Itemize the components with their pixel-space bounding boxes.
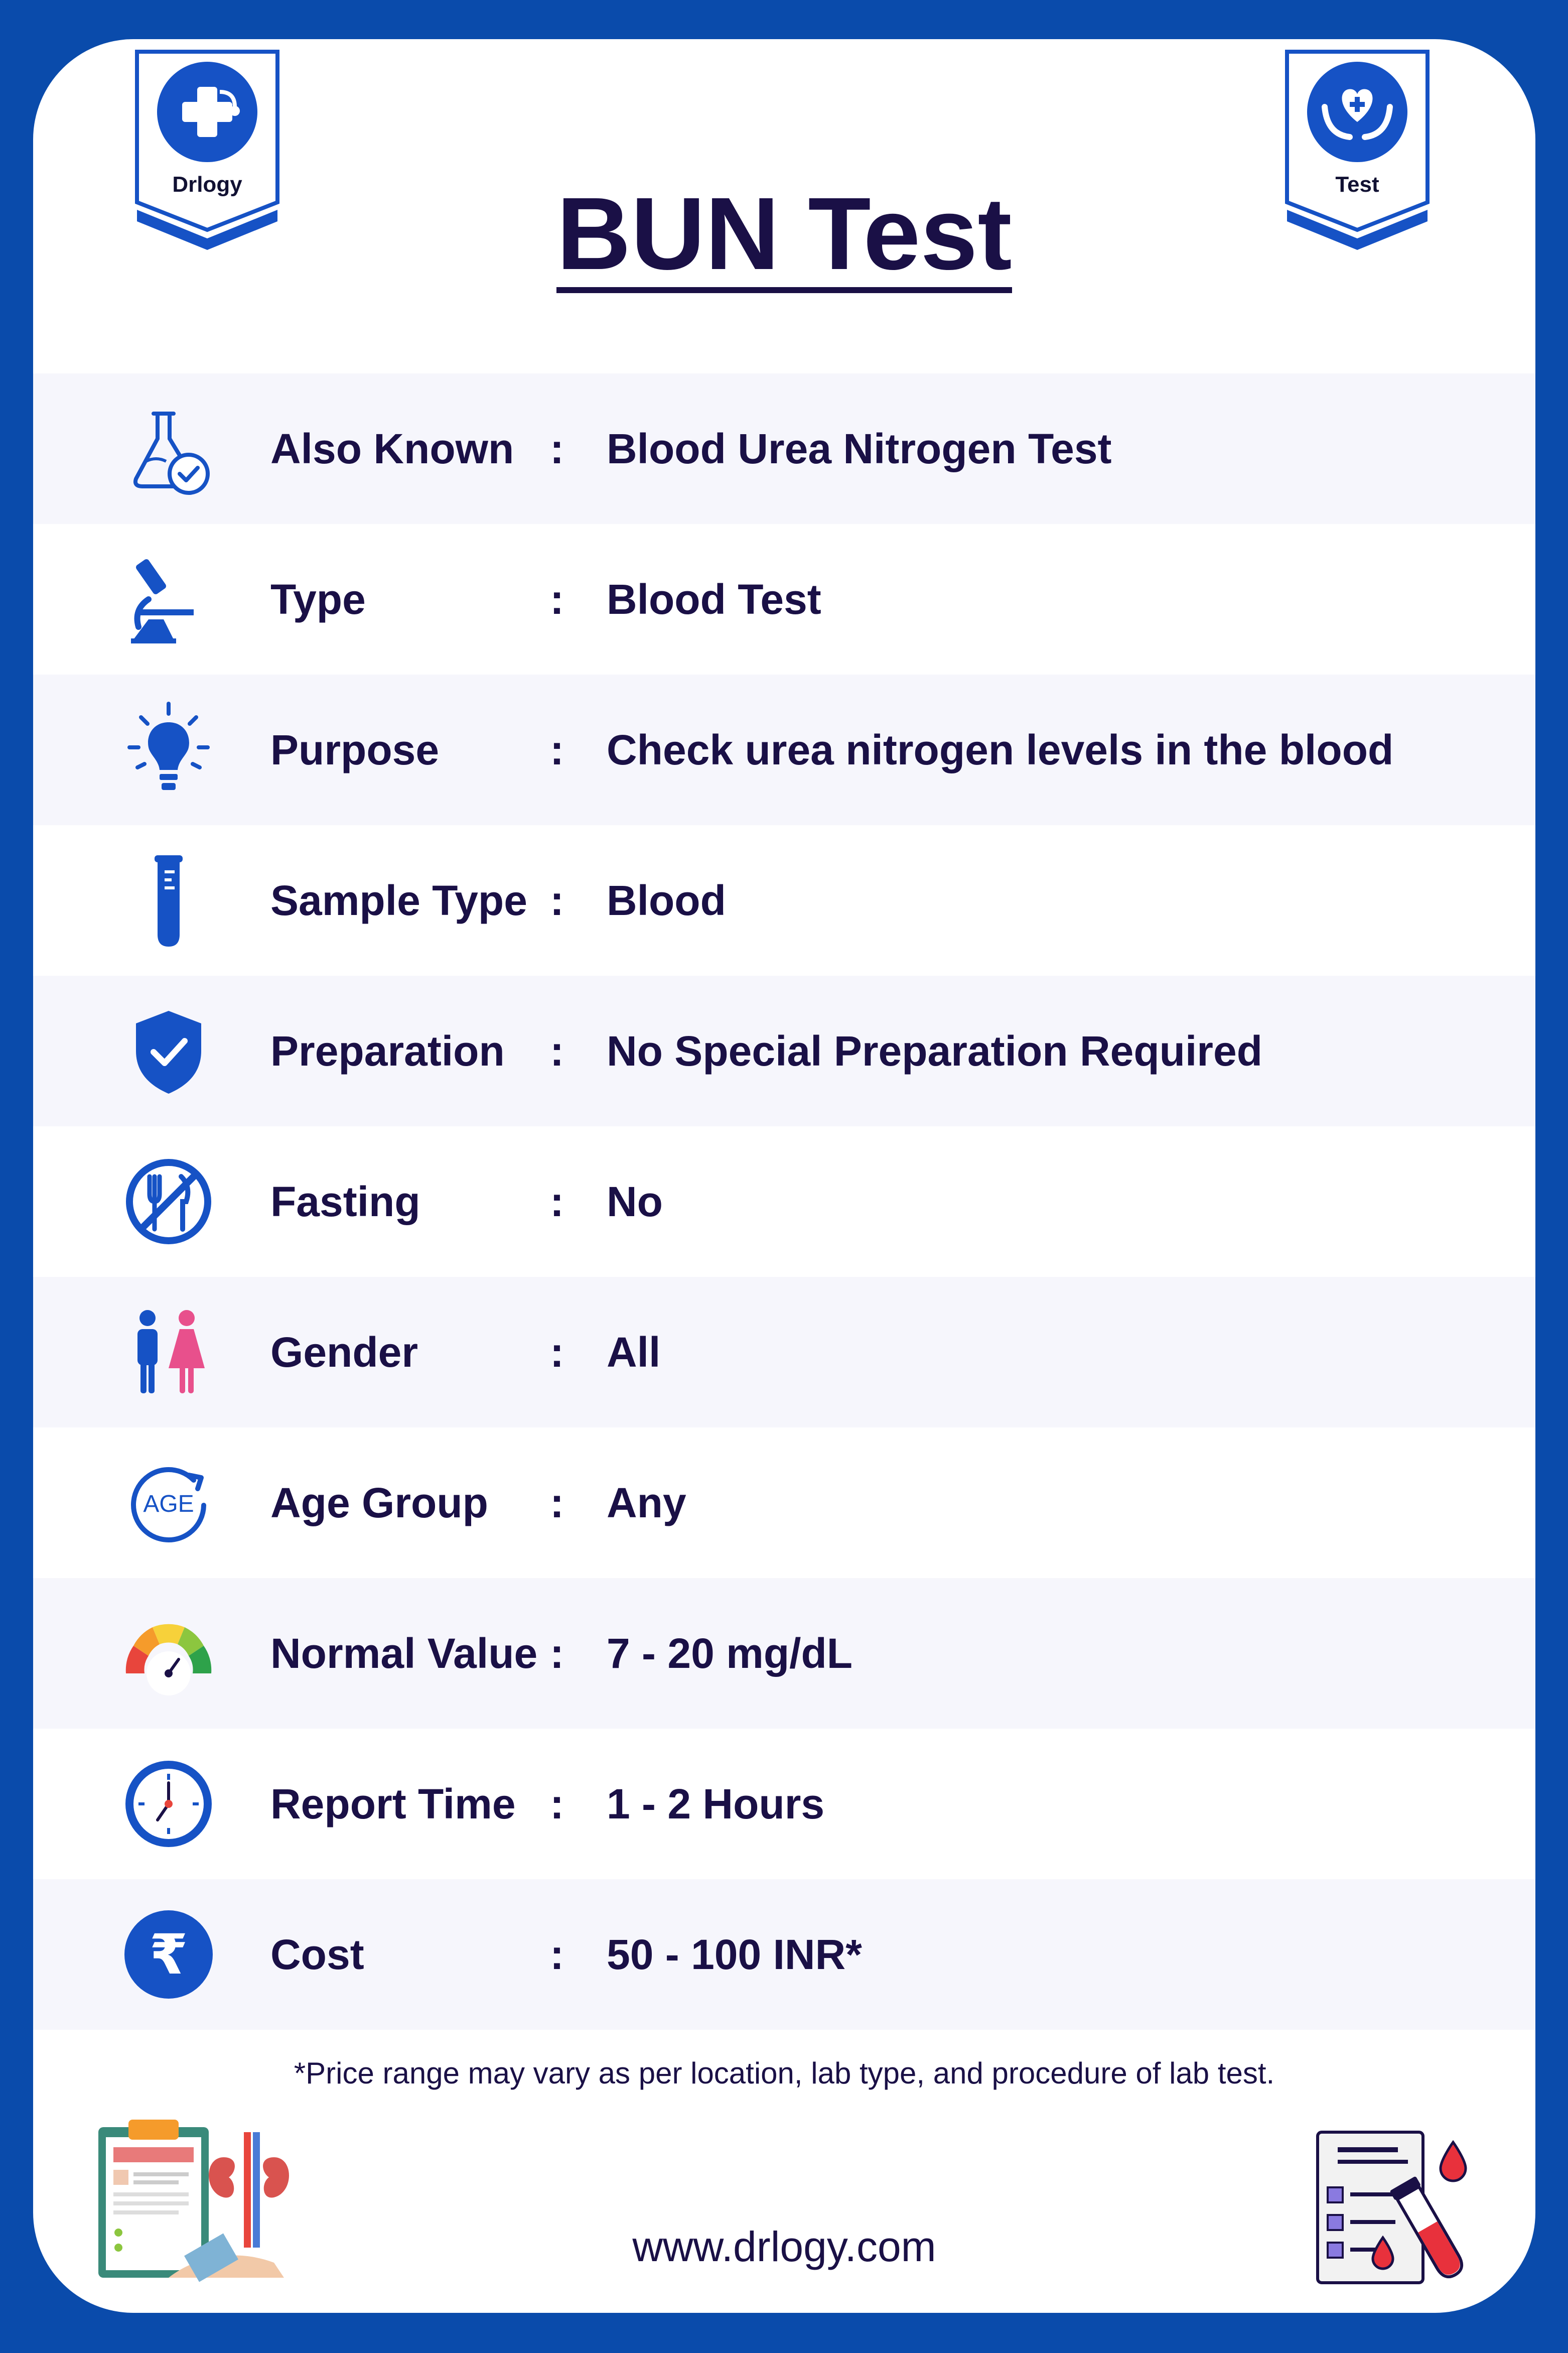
row-colon: : xyxy=(550,1630,564,1677)
table-row xyxy=(33,1126,1535,1277)
row-value: Blood xyxy=(607,877,726,924)
lightbulb-icon xyxy=(118,700,219,800)
age-icon-text: AGE xyxy=(143,1491,194,1517)
row-label: Report Time xyxy=(270,1780,516,1827)
row-colon: : xyxy=(550,726,564,773)
page-title xyxy=(33,176,1535,293)
row-value: 50 - 100 INR* xyxy=(607,1931,862,1978)
blood-report-icon xyxy=(1308,2122,1518,2313)
row-colon: : xyxy=(550,1027,564,1075)
info-card xyxy=(33,39,1535,2313)
table-row xyxy=(33,1277,1535,1427)
table-row xyxy=(33,1427,1535,1578)
row-colon: : xyxy=(550,1178,564,1225)
row-value: No xyxy=(607,1178,663,1225)
row-label: Also Known xyxy=(270,425,514,472)
microscope-icon xyxy=(118,549,219,649)
row-value: All xyxy=(607,1329,661,1376)
row-value: Check urea nitrogen levels in the blood xyxy=(607,726,1394,773)
male-female-icon xyxy=(118,1302,219,1402)
badge-label: Drlogy xyxy=(172,172,242,197)
row-colon: : xyxy=(550,1780,564,1827)
row-label: Purpose xyxy=(270,726,440,773)
flask-check-icon xyxy=(118,399,219,499)
rupee-icon-text: ₹ xyxy=(149,1922,188,1987)
table-row xyxy=(33,1879,1535,2030)
table-row xyxy=(33,825,1535,976)
price-note: *Price range may vary as per location, lab type, and procedure of lab test. xyxy=(294,2056,1275,2090)
row-value: Any xyxy=(607,1479,686,1526)
row-colon: : xyxy=(550,576,564,623)
table-row xyxy=(33,976,1535,1126)
row-label: Fasting xyxy=(270,1178,420,1225)
row-value: Blood Test xyxy=(607,576,821,623)
row-colon: : xyxy=(550,877,564,924)
row-label: Gender xyxy=(270,1329,418,1376)
row-label: Cost xyxy=(270,1931,364,1978)
website-link[interactable]: www.drlogy.com xyxy=(632,2223,936,2270)
no-food-icon xyxy=(118,1151,219,1252)
age-icon xyxy=(118,1453,219,1553)
row-colon: : xyxy=(550,1931,564,1978)
row-value: No Special Preparation Required xyxy=(607,1027,1263,1075)
row-label: Normal Value xyxy=(270,1630,538,1677)
row-value: 1 - 2 Hours xyxy=(607,1780,825,1827)
row-colon: : xyxy=(550,1479,564,1526)
row-value: 7 - 20 mg/dL xyxy=(607,1630,853,1677)
row-label: Sample Type xyxy=(270,877,527,924)
row-label: Age Group xyxy=(270,1479,488,1526)
badge-label: Test xyxy=(1335,172,1379,197)
table-row xyxy=(33,373,1535,524)
rupee-icon xyxy=(118,1904,219,2005)
table-row xyxy=(33,524,1535,675)
table-row xyxy=(33,675,1535,825)
table-row xyxy=(33,1578,1535,1729)
row-value: Blood Urea Nitrogen Test xyxy=(607,425,1112,472)
table-row xyxy=(33,1729,1535,1879)
title-text: BUN Test xyxy=(556,182,1012,293)
info-table xyxy=(33,373,1535,2030)
test-tube-icon xyxy=(118,850,219,951)
row-label: Type xyxy=(270,576,366,623)
shield-check-icon xyxy=(118,1001,219,1101)
row-colon: : xyxy=(550,425,564,472)
gauge-icon xyxy=(118,1603,219,1704)
row-colon: : xyxy=(550,1329,564,1376)
clock-icon xyxy=(118,1754,219,1854)
row-label: Preparation xyxy=(270,1027,505,1075)
